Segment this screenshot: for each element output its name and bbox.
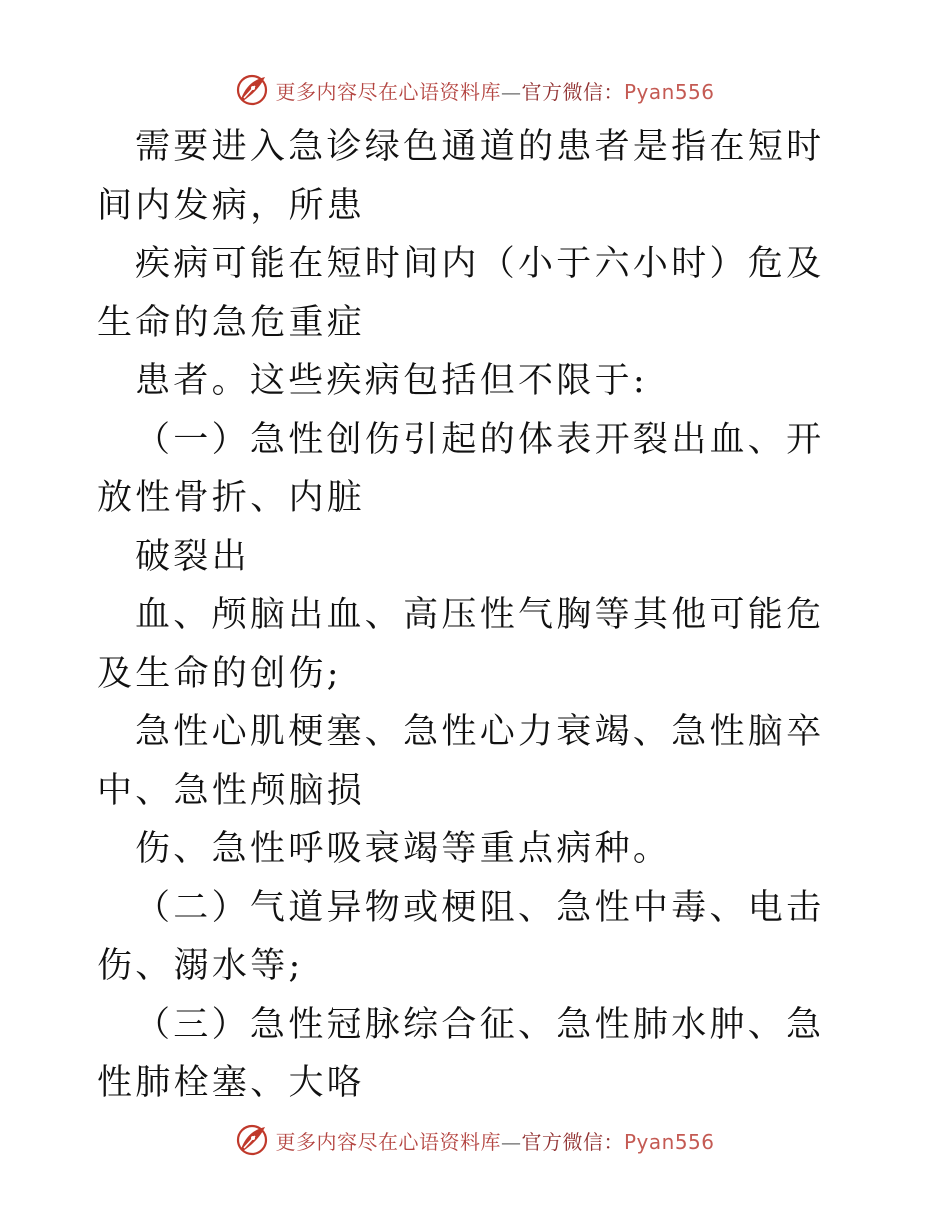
- paragraph: （一）急性创伤引起的体表开裂出血、开放性骨折、内脏: [97, 419, 825, 518]
- banner-official-label: 官方微信：: [521, 79, 624, 104]
- paragraph: 破裂出: [135, 536, 250, 577]
- paragraph: 患者。这些疾病包括但不限于:: [135, 361, 648, 401]
- header-banner: [0, 70, 950, 110]
- banner-separator: —: [500, 1129, 522, 1154]
- banner-text: [275, 76, 714, 105]
- paragraph: 伤、急性呼吸衰竭等重点病种。: [135, 829, 672, 869]
- banner-wechat-id: Pyan556: [623, 79, 715, 104]
- document-body: [97, 118, 857, 1113]
- pen-nib-logo-icon: [235, 73, 269, 107]
- banner-separator: —: [500, 79, 522, 104]
- paragraph: 血、颅脑出血、高压性气胸等其他可能危及生命的创伤;: [97, 595, 825, 694]
- paragraph: 需要进入急诊绿色通道的患者是指在短时间内发病，所患: [97, 127, 825, 226]
- paragraph: （三）急性冠脉综合征、急性肺水肿、急性肺栓塞、大咯: [97, 1004, 825, 1103]
- paragraph: 疾病可能在短时间内（小于六小时）危及生命的急危重症: [97, 244, 825, 343]
- banner-official-label: 官方微信：: [521, 1129, 624, 1154]
- banner-site-text: 更多内容尽在心语资料库: [275, 1129, 501, 1154]
- banner-text: [275, 1126, 714, 1155]
- banner-site-text: 更多内容尽在心语资料库: [275, 79, 501, 104]
- footer-banner: [0, 1120, 950, 1160]
- paragraph: 急性心肌梗塞、急性心力衰竭、急性脑卒中、急性颅脑损: [97, 712, 825, 811]
- paragraph: （二）气道异物或梗阻、急性中毒、电击伤、溺水等;: [97, 887, 825, 986]
- pen-nib-logo-icon: [235, 1123, 269, 1157]
- banner-wechat-id: Pyan556: [623, 1129, 715, 1154]
